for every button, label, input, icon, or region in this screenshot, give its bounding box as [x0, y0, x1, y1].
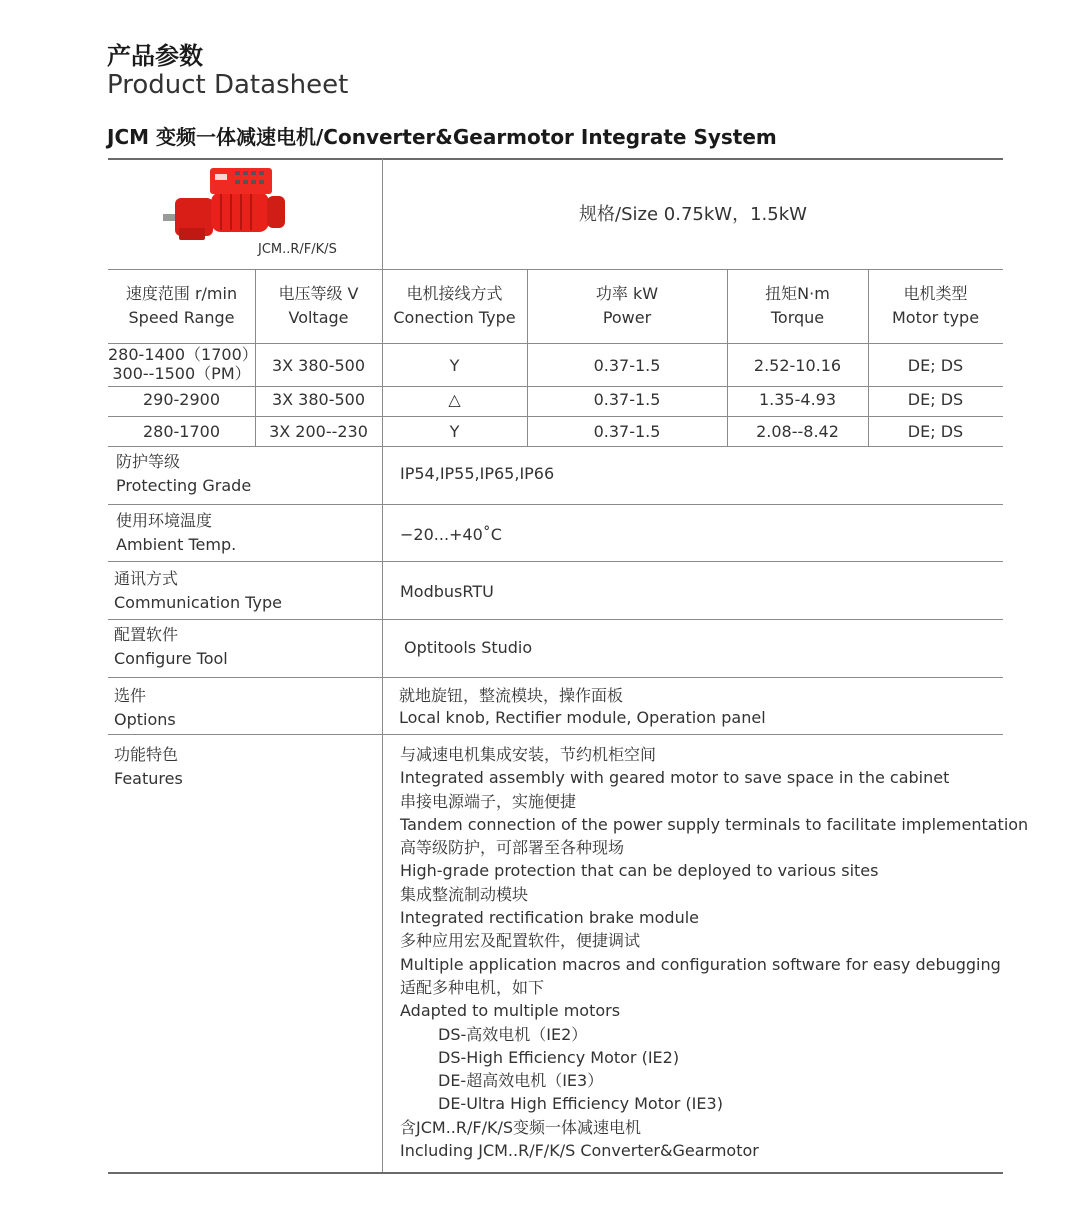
- feature-line: Adapted to multiple motors: [400, 1001, 621, 1021]
- table-rule: [108, 504, 1003, 505]
- table-cell-power: 0.37-1.5: [593, 356, 661, 375]
- feature-line: 与减速电机集成安装，节约机柜空间: [400, 745, 657, 764]
- feature-line: High-grade protection that can be deployed to various sites: [400, 861, 879, 881]
- col-header-power: 功率 kW Power: [595, 284, 659, 327]
- feature-line: 适配多种电机，如下: [400, 977, 545, 997]
- table-cell-power: 0.37-1.5: [593, 422, 661, 441]
- col-header-speed: 速度范围 r/min Speed Range: [125, 284, 238, 327]
- table-cell-motor-type: DE; DS: [907, 422, 964, 441]
- table-cell-motor-type: DE; DS: [907, 356, 964, 375]
- property-value-protecting-grade: IP54,IP55,IP65,IP66: [400, 464, 555, 483]
- feature-line: Multiple application macros and configuration software for easy debugging: [400, 954, 1001, 974]
- feature-line: 串接电源端子，实施便捷: [400, 791, 577, 811]
- datasheet-table: [108, 158, 1029, 1174]
- feature-line: 多种应用宏及配置软件，便捷调试: [400, 931, 641, 951]
- table-cell-power: 0.37-1.5: [593, 390, 661, 409]
- size-spec: 规格/Size 0.75kW，1.5kW: [579, 204, 807, 225]
- feature-line: Integrated assembly with geared motor to save space in the cabinet: [400, 768, 950, 788]
- table-cell-connection: △: [448, 390, 461, 409]
- gearmotor-image: [163, 166, 293, 246]
- col-header-connection: 电机接线方式 Conection Type: [393, 284, 516, 327]
- property-label-ambient-temp: 使用环境温度 Ambient Temp.: [116, 511, 237, 554]
- table-cell-torque: 1.35-4.93: [758, 390, 837, 409]
- feature-line: DS-High Efficiency Motor (IE2): [438, 1047, 680, 1067]
- table-cell-motor-type: DE; DS: [907, 390, 964, 409]
- feature-line: DE-超高效电机（IE3）: [438, 1071, 604, 1091]
- feature-line: Tandem connection of the power supply terminals to facilitate implementation: [400, 814, 1029, 834]
- table-rule: [108, 561, 1003, 562]
- product-caption: JCM..R/F/K/S: [258, 242, 337, 257]
- col-header-voltage: 电压等级 V Voltage: [278, 284, 359, 327]
- feature-line: Including JCM..R/F/K/S Converter&Gearmotor: [400, 1141, 759, 1161]
- table-cell-torque: 2.52-10.16: [753, 356, 842, 375]
- property-label-communication: 通讯方式 Communication Type: [114, 569, 282, 612]
- table-rule: [108, 677, 1003, 678]
- property-label-options: 选件 Options: [114, 686, 176, 729]
- table-cell-torque: 2.08--8.42: [756, 422, 839, 441]
- col-header-torque: 扭矩N·m Torque: [765, 284, 830, 327]
- property-value-communication: ModbusRTU: [400, 582, 494, 601]
- col-header-motor-type: 电机类型 Motor type: [891, 284, 980, 327]
- page-title-en: Product Datasheet: [107, 70, 349, 100]
- page-title-cn: 产品参数: [107, 42, 203, 70]
- table-rule: [108, 619, 1003, 620]
- section-subtitle: JCM 变频一体减速电机/Converter&Gearmotor Integrate System: [107, 125, 777, 149]
- feature-line: DE-Ultra High Efficiency Motor (IE3): [438, 1094, 723, 1114]
- property-value-ambient-temp: −20...+40˚C: [400, 525, 502, 544]
- table-cell-speed: 280-1700: [142, 422, 221, 441]
- property-label-features: 功能特色 Features: [114, 745, 183, 788]
- feature-line: 高等级防护，可部署至各种现场: [400, 838, 625, 858]
- table-rule: [108, 446, 1003, 447]
- feature-list: [400, 743, 1028, 1162]
- table-cell-connection: Y: [449, 356, 460, 375]
- feature-line: 集成整流制动模块: [400, 884, 529, 904]
- feature-line: DS-高效电机（IE2）: [438, 1024, 588, 1044]
- table-rule: [108, 1172, 1003, 1174]
- property-label-configure-tool: 配置软件 Configure Tool: [114, 625, 228, 668]
- table-cell-connection: Y: [449, 422, 460, 441]
- property-label-protecting-grade: 防护等级 Protecting Grade: [116, 452, 252, 495]
- table-cell-speed: 280-1400（1700） 300--1500（PM）: [108, 345, 258, 383]
- property-value-configure-tool: Optitools Studio: [404, 638, 533, 657]
- table-cell-voltage: 3X 380-500: [271, 356, 366, 375]
- table-rule: [108, 734, 1003, 735]
- table-cell-speed: 290-2900: [142, 390, 221, 409]
- feature-line: Integrated rectification brake module: [400, 908, 699, 928]
- table-cell-voltage: 3X 200--230: [269, 422, 368, 441]
- feature-line: 含JCM..R/F/K/S变频一体减速电机: [400, 1117, 642, 1137]
- property-value-options: 就地旋钮，整流模块，操作面板 Local knob, Rectifier module, Operation panel: [399, 686, 766, 727]
- table-cell-voltage: 3X 380-500: [271, 390, 366, 409]
